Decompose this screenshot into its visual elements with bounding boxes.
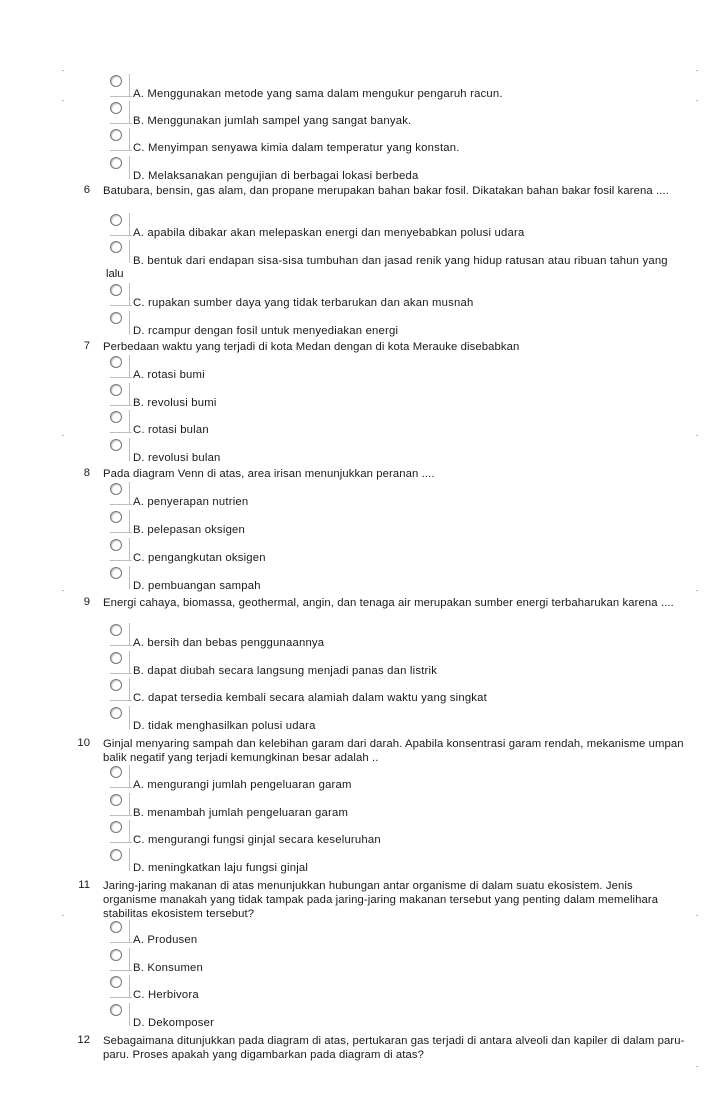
question-text: Jaring-jaring makanan di atas menunjukkan hubungan antar organisme di dalam suatu ekosistem. Jenis organisme manakah yang tidak tampak pada jaring-jaring makanan tersebut yang penting dalam memelihara stabilitas ekosistem tersebut? <box>103 880 659 920</box>
option-d[interactable] <box>106 848 728 876</box>
divider <box>129 311 130 334</box>
divider <box>129 383 130 406</box>
option-d[interactable] <box>106 706 728 734</box>
question-number: 12 <box>77 1034 90 1046</box>
option-label: D. rcampur dengan fosil untuk menyediakan energi <box>133 325 399 337</box>
divider <box>129 651 130 674</box>
divider <box>110 997 132 998</box>
divider <box>129 678 130 701</box>
divider <box>110 377 132 378</box>
divider <box>110 942 132 943</box>
radio-button-icon[interactable] <box>110 921 122 933</box>
scan-mark <box>696 100 698 101</box>
radio-button-icon[interactable] <box>110 483 122 495</box>
question-number: 7 <box>83 340 90 352</box>
question-text: Ginjal menyaring sampah dan kelebihan garam dari darah. Apabila konsentrasi garam rendah, mekanisme umpan balik negatif yang terjadi kemungkinan besar adalah .. <box>103 738 684 764</box>
question-number: 11 <box>78 879 90 891</box>
option-label: A. Menggunakan metode yang sama dalam mengukur pengaruh racun. <box>133 88 503 100</box>
radio-button-icon[interactable] <box>110 157 122 169</box>
option-d[interactable] <box>106 566 728 594</box>
option-label: A. penyerapan nutrien <box>133 496 249 508</box>
option-label: C. Herbivora <box>133 989 199 1001</box>
scan-mark <box>696 915 698 916</box>
option-label: A. bersih dan bebas penggunaannya <box>133 637 325 649</box>
radio-button-icon[interactable] <box>110 679 122 691</box>
divider <box>110 96 132 97</box>
option-label: C. rupakan sumber daya yang tidak terbarukan dan akan musnah <box>133 297 474 309</box>
radio-button-icon[interactable] <box>110 384 122 396</box>
radio-button-icon[interactable] <box>110 284 122 296</box>
divider <box>110 560 132 561</box>
radio-button-icon[interactable] <box>110 439 122 451</box>
option-c[interactable] <box>106 975 728 1003</box>
question-text: Energi cahaya, biomassa, geothermal, angin, dan tenaga air merupakan sumber energi terbaharukan karena .... <box>103 597 674 609</box>
option-b[interactable] <box>106 240 728 288</box>
divider <box>129 283 130 306</box>
radio-button-icon[interactable] <box>110 976 122 988</box>
divider <box>129 213 130 236</box>
option-label: B. dapat diubah secara langsung menjadi panas dan listrik <box>133 665 438 677</box>
radio-button-icon[interactable] <box>110 707 122 719</box>
question-number: 10 <box>77 737 90 749</box>
option-a[interactable] <box>106 74 728 102</box>
radio-button-icon[interactable] <box>110 652 122 664</box>
radio-button-icon[interactable] <box>110 411 122 423</box>
divider <box>110 532 132 533</box>
option-a[interactable] <box>106 355 728 383</box>
divider <box>129 848 130 871</box>
option-d[interactable] <box>106 311 728 339</box>
question-text: Pada diagram Venn di atas, area irisan menunjukkan peranan .... <box>103 468 435 480</box>
option-label-continuation: lalu <box>106 268 124 280</box>
option-label: D. pembuangan sampah <box>133 580 261 592</box>
divider <box>129 74 130 97</box>
divider <box>110 405 132 406</box>
radio-button-icon[interactable] <box>110 624 122 636</box>
radio-button-icon[interactable] <box>110 75 122 87</box>
option-label: B. Menggunakan jumlah sampel yang sangat banyak. <box>133 115 412 127</box>
option-d[interactable] <box>106 156 728 184</box>
option-label: B. revolusi bumi <box>133 397 217 409</box>
scan-mark <box>62 590 64 591</box>
option-label: D. Melaksanakan pengujian di berbagai lokasi berbeda <box>133 170 419 182</box>
option-a[interactable] <box>106 920 728 948</box>
option-b[interactable] <box>106 948 728 976</box>
divider <box>110 970 132 971</box>
option-c[interactable] <box>106 678 728 706</box>
option-label: B. Konsumen <box>133 962 204 974</box>
option-c[interactable] <box>106 128 728 156</box>
scan-mark <box>696 70 698 71</box>
divider <box>129 240 130 263</box>
option-b[interactable] <box>106 101 728 129</box>
radio-button-icon[interactable] <box>110 356 122 368</box>
divider <box>129 482 130 505</box>
divider <box>129 538 130 561</box>
divider <box>110 123 132 124</box>
option-label: C. Menyimpan senyawa kimia dalam temperatur yang konstan. <box>133 142 460 154</box>
option-label: C. pengangkutan oksigen <box>133 552 266 564</box>
divider <box>129 1003 130 1026</box>
option-label: B. menambah jumlah pengeluaran garam <box>133 807 349 819</box>
divider <box>129 128 130 151</box>
divider <box>129 920 130 943</box>
option-label: A. rotasi bumi <box>133 369 205 381</box>
scan-mark <box>62 915 64 916</box>
scan-mark <box>696 590 698 591</box>
divider <box>110 235 132 236</box>
radio-button-icon[interactable] <box>110 214 122 226</box>
option-label: B. pelepasan oksigen <box>133 524 246 536</box>
divider <box>110 842 132 843</box>
option-b[interactable] <box>106 510 728 538</box>
radio-button-icon[interactable] <box>110 766 122 778</box>
divider <box>129 706 130 729</box>
option-b[interactable] <box>106 383 728 411</box>
radio-button-icon[interactable] <box>110 129 122 141</box>
question-number: 8 <box>83 467 90 479</box>
scan-mark <box>62 435 64 436</box>
divider <box>129 156 130 179</box>
radio-button-icon[interactable] <box>110 1004 122 1016</box>
divider <box>129 510 130 533</box>
option-label: C. rotasi bulan <box>133 424 209 436</box>
scan-mark <box>696 1066 698 1067</box>
option-label: A. Produsen <box>133 934 198 946</box>
divider <box>129 355 130 378</box>
question-text: Batubara, bensin, gas alam, dan propane merupakan bahan bakar fosil. Dikatakan bahan bakar fosil karena .... <box>103 185 669 197</box>
divider <box>110 815 132 816</box>
radio-button-icon[interactable] <box>110 849 122 861</box>
option-label: D. meningkatkan laju fungsi ginjal <box>133 862 309 874</box>
option-c[interactable] <box>106 410 728 438</box>
divider <box>110 432 132 433</box>
option-c[interactable] <box>106 820 728 848</box>
option-c[interactable] <box>106 538 728 566</box>
divider <box>129 765 130 788</box>
option-a[interactable] <box>106 213 728 241</box>
option-a[interactable] <box>106 765 728 793</box>
question-number: 9 <box>83 596 90 608</box>
option-label: B. bentuk dari endapan sisa-sisa tumbuhan dan jasad renik yang hidup ratusan atau ribuan tahun yang <box>133 255 668 267</box>
divider <box>129 793 130 816</box>
radio-button-icon[interactable] <box>110 821 122 833</box>
divider <box>129 438 130 461</box>
divider <box>110 673 132 674</box>
divider <box>129 820 130 843</box>
radio-button-icon[interactable] <box>110 312 122 324</box>
divider <box>129 410 130 433</box>
divider <box>110 700 132 701</box>
divider <box>110 150 132 151</box>
option-a[interactable] <box>106 623 728 651</box>
option-label: D. tidak menghasilkan polusi udara <box>133 720 316 732</box>
divider <box>129 101 130 124</box>
question-text: Perbedaan waktu yang terjadi di kota Medan dengan di kota Merauke disebabkan <box>103 341 520 353</box>
divider <box>129 948 130 971</box>
scan-mark <box>62 70 64 71</box>
option-c[interactable] <box>106 283 728 311</box>
radio-button-icon[interactable] <box>110 511 122 523</box>
option-b[interactable] <box>106 793 728 821</box>
divider <box>110 787 132 788</box>
question-number: 6 <box>83 184 90 196</box>
option-d[interactable] <box>106 1003 728 1031</box>
radio-button-icon[interactable] <box>110 241 122 253</box>
radio-button-icon[interactable] <box>110 102 122 114</box>
divider <box>129 623 130 646</box>
option-label: C. mengurangi fungsi ginjal secara keseluruhan <box>133 834 381 846</box>
scan-mark <box>696 435 698 436</box>
divider <box>129 975 130 998</box>
divider <box>110 645 132 646</box>
divider <box>110 305 132 306</box>
divider <box>110 504 132 505</box>
option-label: C. dapat tersedia kembali secara alamiah dalam waktu yang singkat <box>133 692 487 704</box>
question-text: Sebagaimana ditunjukkan pada diagram di atas, pertukaran gas terjadi di antara alveoli dan kapiler di dalam paru-paru. Proses apakah yang digambarkan pada diagram di atas? <box>103 1035 685 1061</box>
radio-button-icon[interactable] <box>110 567 122 579</box>
option-label: D. Dekomposer <box>133 1017 215 1029</box>
option-b[interactable] <box>106 651 728 679</box>
radio-button-icon[interactable] <box>110 539 122 551</box>
option-a[interactable] <box>106 482 728 510</box>
option-label: D. revolusi bulan <box>133 452 221 464</box>
radio-button-icon[interactable] <box>110 794 122 806</box>
scan-mark <box>62 100 64 101</box>
option-label: A. apabila dibakar akan melepaskan energi dan menyebabkan polusi udara <box>133 227 525 239</box>
radio-button-icon[interactable] <box>110 949 122 961</box>
option-d[interactable] <box>106 438 728 466</box>
option-label: A. mengurangi jumlah pengeluaran garam <box>133 779 352 791</box>
divider <box>129 566 130 589</box>
